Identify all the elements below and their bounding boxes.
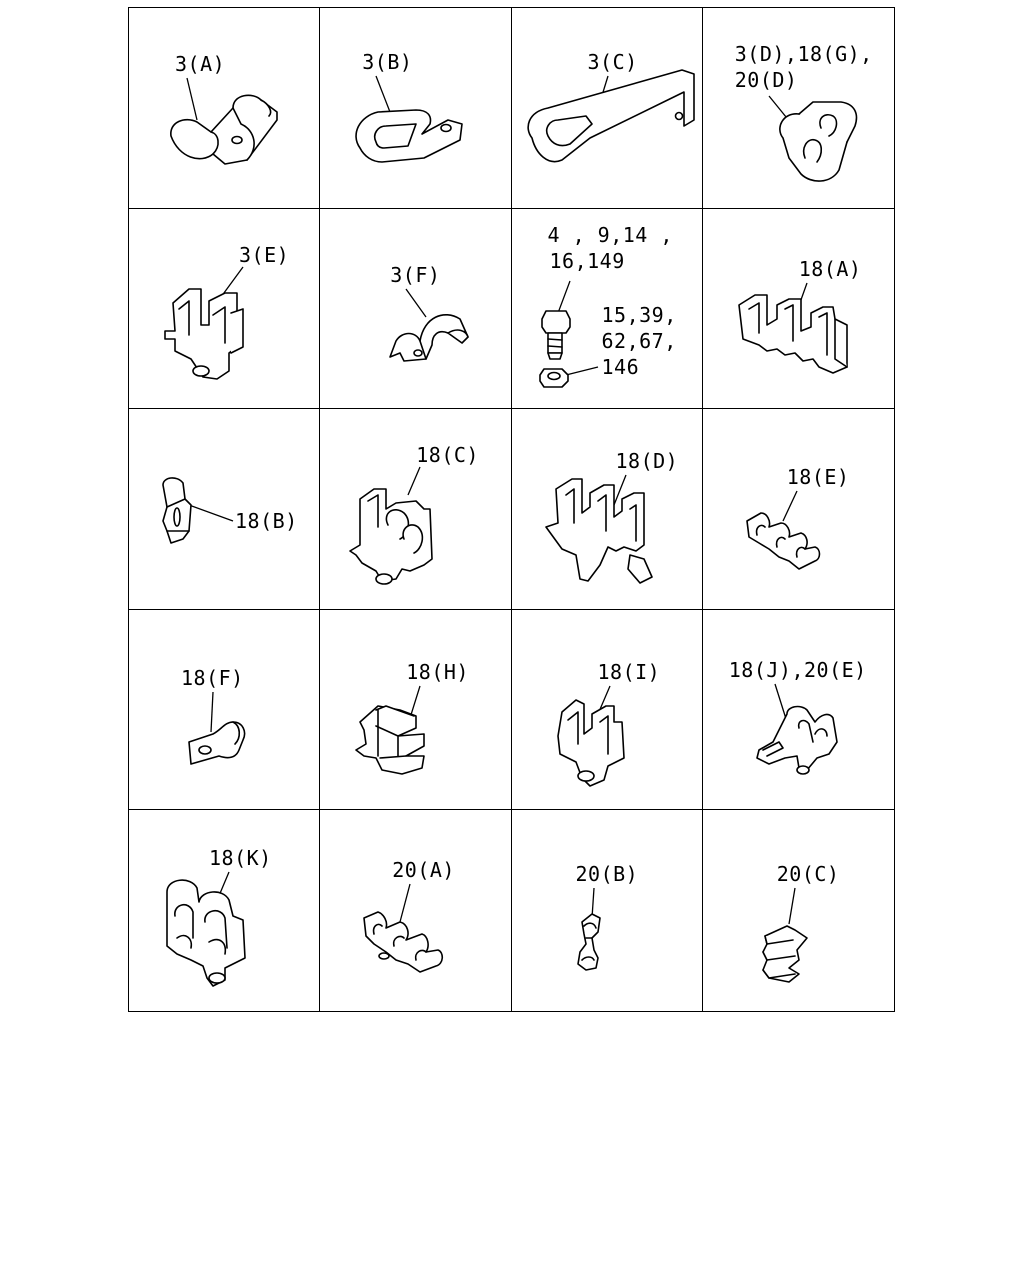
clip-18i-drawing bbox=[512, 610, 703, 811]
part-label: 3(D),18(G), bbox=[734, 42, 873, 66]
bolt-nut-drawing bbox=[512, 209, 703, 410]
parts-grid bbox=[128, 7, 895, 1012]
cell-3d-18g-20d bbox=[703, 8, 894, 209]
part-label: 3(F) bbox=[390, 262, 441, 287]
clip-3c-drawing bbox=[512, 8, 703, 209]
cell-20a bbox=[320, 810, 511, 1011]
cell-18f bbox=[129, 610, 320, 811]
clip-18k-drawing bbox=[129, 810, 320, 1011]
part-label: 3(E) bbox=[239, 242, 290, 267]
clip-18e-drawing bbox=[703, 409, 894, 610]
cell-18h bbox=[320, 610, 511, 811]
clip-3a-drawing bbox=[129, 8, 320, 209]
part-label: 18(J),20(E) bbox=[728, 657, 867, 682]
part-label: 4 , 9,14 , bbox=[547, 222, 673, 247]
part-label: 15,39, bbox=[601, 302, 677, 327]
part-label: 18(H) bbox=[406, 659, 469, 684]
clip-20c-drawing bbox=[703, 810, 894, 1011]
part-label: 16,149 bbox=[549, 248, 625, 273]
cell-20c bbox=[703, 810, 894, 1011]
clip-18c-drawing bbox=[320, 409, 511, 610]
clip-3b-drawing bbox=[320, 8, 511, 209]
part-label: 20(C) bbox=[776, 862, 840, 887]
cell-18i bbox=[512, 610, 703, 811]
cell-18j-20e bbox=[703, 610, 894, 811]
part-label: 18(A) bbox=[798, 256, 862, 281]
part-label: 18(I) bbox=[597, 659, 661, 684]
clip-18f-drawing bbox=[129, 610, 320, 811]
part-label: 18(D) bbox=[615, 449, 679, 474]
part-label: 18(B) bbox=[235, 509, 298, 534]
part-label: 20(A) bbox=[392, 858, 455, 883]
clip-3d-drawing bbox=[703, 8, 894, 209]
clip-18h-drawing bbox=[320, 610, 511, 811]
clip-18a-drawing bbox=[703, 209, 894, 410]
clip-18b-drawing bbox=[129, 409, 320, 610]
clip-3e-drawing bbox=[129, 209, 320, 410]
part-label: 18(K) bbox=[209, 846, 272, 871]
cell-3e bbox=[129, 209, 320, 410]
clip-18j-drawing bbox=[703, 610, 894, 811]
clip-3f-drawing bbox=[320, 209, 511, 410]
clip-18d-drawing bbox=[512, 409, 703, 610]
cell-18a bbox=[703, 209, 894, 410]
part-label: 18(F) bbox=[181, 665, 244, 690]
cell-3a bbox=[129, 8, 320, 209]
cell-20b bbox=[512, 810, 703, 1011]
cell-3f bbox=[320, 209, 511, 410]
cell-18b bbox=[129, 409, 320, 610]
cell-bolt-nut bbox=[512, 209, 703, 410]
part-label: 18(E) bbox=[786, 465, 850, 490]
part-label: 20(D) bbox=[734, 68, 798, 92]
clip-20a-drawing bbox=[320, 810, 511, 1011]
part-label: 3(C) bbox=[587, 50, 638, 74]
clip-20b-drawing bbox=[512, 810, 703, 1011]
cell-3b bbox=[320, 8, 511, 209]
cell-3c bbox=[512, 8, 703, 209]
cell-18e bbox=[703, 409, 894, 610]
cell-18k bbox=[129, 810, 320, 1011]
cell-18c bbox=[320, 409, 511, 610]
part-label: 62,67, bbox=[601, 328, 677, 353]
part-label: 20(B) bbox=[575, 862, 639, 887]
part-label: 18(C) bbox=[416, 443, 479, 468]
cell-18d bbox=[512, 409, 703, 610]
part-label: 3(A) bbox=[175, 52, 226, 76]
part-label: 146 bbox=[601, 354, 640, 379]
part-label: 3(B) bbox=[362, 50, 413, 74]
